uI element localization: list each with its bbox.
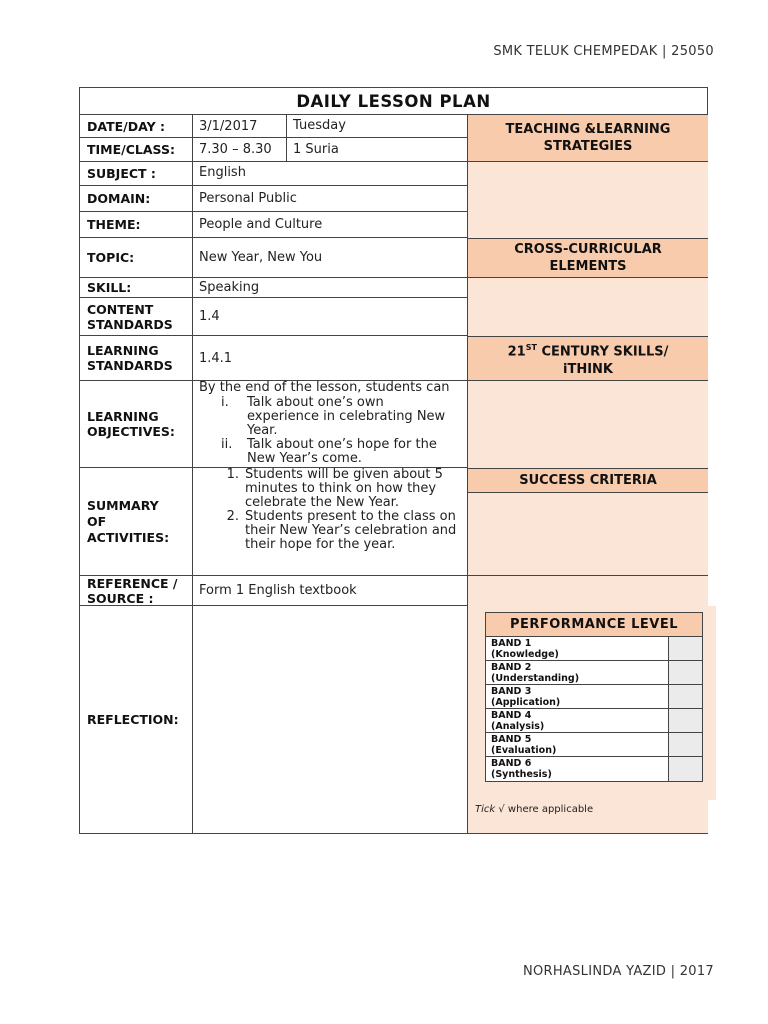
reference-value: Form 1 English textbook [193, 576, 468, 606]
time-label: TIME/CLASS: [80, 138, 193, 162]
domain-value: Personal Public [193, 186, 468, 212]
band-name: BAND 2 [491, 662, 532, 673]
performance-level-title: PERFORMANCE LEVEL [486, 613, 702, 637]
activities-label [80, 468, 193, 576]
tick-instruction: Tick √ where applicable [475, 804, 594, 815]
success-criteria-header: SUCCESS CRITERIA [468, 468, 708, 493]
learning-standards-label-line2: STANDARDS [87, 358, 173, 373]
activities-label-line1: SUMMARY [87, 497, 159, 513]
activities-cell [193, 468, 468, 576]
cross-curricular-header-line1: CROSS-CURRICULAR [514, 242, 662, 257]
band-tick-box[interactable] [669, 757, 702, 781]
learning-standards-label-line1: LEARNING [87, 343, 159, 358]
content-standards-value: 1.4 [193, 298, 468, 336]
content-standards-label [80, 298, 193, 336]
strategies-header-line1: TEACHING &LEARNING [505, 122, 671, 137]
band-desc: (Knowledge) [491, 648, 559, 660]
cross-curricular-header-line2: ELEMENTS [549, 259, 627, 274]
subject-value: English [193, 162, 468, 186]
table-row [486, 685, 702, 709]
band-tick-box[interactable] [669, 733, 702, 756]
band-desc: (Analysis) [491, 720, 545, 732]
reflection-field[interactable] [193, 606, 468, 833]
band-name: BAND 5 [491, 734, 532, 745]
band-desc: (Understanding) [491, 672, 580, 684]
band-desc: (Synthesis) [491, 768, 552, 780]
list-item: i. Talk about one’s own experience in celebrating New Year. [221, 395, 446, 438]
band-tick-box[interactable] [669, 685, 702, 708]
day-value: Tuesday [287, 115, 468, 138]
skills-header-line2: iTHINK [563, 361, 613, 377]
checkmark-icon: √ [495, 804, 508, 815]
topic-value: New Year, New You [193, 238, 468, 278]
school-header: SMK TELUK CHEMPEDAK | 25050 [493, 44, 714, 59]
band-desc: (Application) [491, 696, 561, 708]
performance-level-panel [475, 606, 716, 815]
reference-label [80, 576, 193, 606]
author-footer: NORHASLINDA YAZID | 2017 [522, 964, 714, 979]
band-tick-box[interactable] [669, 709, 702, 732]
content-standards-label-line1: CONTENT [87, 301, 154, 317]
learning-standards-value: 1.4.1 [193, 336, 468, 381]
table-row [486, 757, 702, 781]
topic-label: TOPIC: [80, 238, 193, 278]
band-tick-box[interactable] [669, 661, 702, 684]
learning-standards-label [80, 336, 193, 381]
date-label: DATE/DAY : [80, 115, 193, 138]
skill-label: SKILL: [80, 278, 193, 298]
list-item: ii. Talk about one’s hope for the New Year’s come. [221, 437, 437, 466]
table-row [486, 637, 702, 661]
date-value: 3/1/2017 [193, 115, 287, 138]
skill-value: Speaking [193, 278, 468, 298]
band-name: BAND 6 [491, 758, 532, 769]
band-desc: (Evaluation) [491, 744, 557, 756]
activities-label-line3: ACTIVITIES: [87, 529, 170, 545]
reference-label-line2: SOURCE : [87, 590, 154, 606]
table-row [486, 733, 702, 757]
objectives-label-line2: OBJECTIVES: [87, 424, 175, 439]
skills-field[interactable] [468, 381, 708, 468]
table-row [486, 709, 702, 733]
list-item: 1. Students will be given about 5 minutes to think on how they celebrate the New Year. [226, 468, 443, 510]
objectives-cell [193, 381, 468, 468]
theme-value: People and Culture [193, 212, 468, 238]
objectives-label-line1: LEARNING [87, 409, 159, 424]
activities-label-line2: OF [87, 513, 107, 529]
reflection-label: REFLECTION: [80, 606, 193, 833]
strategies-field[interactable] [468, 162, 708, 238]
table-row [486, 661, 702, 685]
objectives-label [80, 381, 193, 468]
skills-header-line1: 21ST CENTURY SKILLS/ [507, 343, 669, 360]
strategies-header [468, 115, 708, 162]
list-item: 2. Students present to the class on their New Year’s celebration and their hope for the year. [226, 509, 457, 552]
band-name: BAND 1 [491, 638, 532, 649]
band-tick-box[interactable] [669, 637, 702, 660]
subject-label: SUBJECT : [80, 162, 193, 186]
success-criteria-field[interactable] [468, 493, 708, 576]
cross-curricular-field[interactable] [468, 278, 708, 336]
content-standards-label-line2: STANDARDS [87, 316, 173, 332]
class-value: 1 Suria [287, 138, 468, 162]
domain-label: DOMAIN: [80, 186, 193, 212]
band-name: BAND 3 [491, 686, 532, 697]
time-value: 7.30 – 8.30 [193, 138, 287, 162]
band-name: BAND 4 [491, 710, 532, 721]
theme-label: THEME: [80, 212, 193, 238]
strategies-header-line2: STRATEGIES [543, 139, 633, 154]
cross-curricular-header [468, 238, 708, 278]
page-title: DAILY LESSON PLAN [80, 88, 707, 115]
performance-level-table [485, 612, 703, 782]
skills-header [468, 336, 708, 381]
objectives-intro: By the end of the lesson, students can [199, 381, 450, 395]
activities-list [193, 468, 467, 552]
objectives-list [199, 396, 468, 466]
reference-label-line1: REFERENCE / [87, 576, 178, 591]
